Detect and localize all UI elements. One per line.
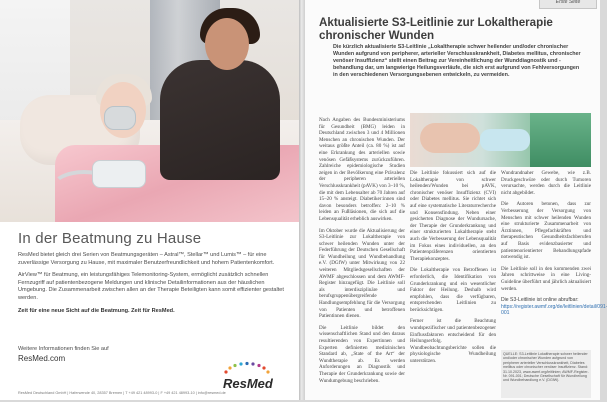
advertisement-page [0, 0, 299, 400]
ad-footer: ResMed Deutschland GmbH | Haferwende 40, 28357 Bremen | T +49 421 48993-0 | F +49 421 48993-10 | info@resmed.de [18, 391, 226, 395]
paragraph: Die Autoren betonen, dass zur Verbesserung der Versorgung von Menschen mit schwer heilenden Wunden eine strukturierte Zusammenarbeit von Ärztinnen, Pflegefachkräften und therapeutischen Gesundheitsfachberufen auf Basis evidenzbasierter und patientenorientierter Behandlungspfade notwendig ist. [501, 201, 591, 261]
paragraph: Im Oktober wurde die Aktualisierung der S3-Leitlinie zur Lokaltherapie von schwer heilenden Wunden unter der Federführung der Deutschen Gesellschaft für Wundheilung und Wundbehandlung e.V. (DGfW) unter Mitwirkung von 22 weiteren Mitgliedsgesellschaften der AWMF abgeschlossen und dem AWMF-Register hinzugefügt. Die Leitlinie soll als interdisziplinäre und berufsgruppenübergreifende Handlungsempfehlung für die Versorgung von Patienten und betroffenen Patientinnen dienen. [319, 227, 405, 320]
ad-paragraph: AirView™ für Beatmung, ein leistungsfähiges Telemonitoring-System, ermöglicht zusätzlich schnellen Fernzugriff auf patientenbezogene Meldungen und klinische Detailinformationen aus der häuslichen Umgebung. Die Zusammenarbeit zwischen allen an der Therapie Beteiligten kann somit effizienter gestaltet werden. [18, 272, 284, 301]
citation-box: QUELLE: S3-Leitlinie Lokaltherapie schwer heilender und/oder chronischer Wunden aufgrund von peripherer arterieller Verschlusskrankheit, Diabetes mellitus oder chronischer venöser Insuffizienz. Stand: 31.10.2023, www.awmf.org/leitlinien; AWMF-Register-Nr. 091-001; Deutsche Gesellschaft für Wundheilung und Wundbehandlung e.V. (DGfW). [501, 350, 591, 398]
ventilator-device [92, 160, 146, 188]
link-label: Die S3-Leitlinie ist online abrufbar: [501, 297, 579, 304]
paragraph: Wundrandnaher Gewebe, wie z.B. Druckgeschwüre oder durch Tumoren verursachte, werden durch die Leitlinie nicht abgebildet. [501, 170, 591, 196]
ad-headline: In der Beatmung zu Hause [18, 230, 202, 247]
ventilation-mask [104, 106, 136, 130]
article-column-1 [319, 117, 405, 402]
article-column-2 [410, 170, 496, 402]
link-block [501, 297, 607, 317]
logo-wordmark: ResMed [223, 376, 273, 391]
article-title: Aktualisierte S3-Leitlinie zur Lokaltherapie chronischer Wunden [319, 16, 553, 42]
ad-paragraph: ResMed bietet gleich drei Serien von Beatmungsgeräten – Astral™, Stellar™ und Lumis™ – für eine zuverlässige Versorgung zu Hause, mit maximaler Benutzerfreundlichkeit und hohem Patientenkomfort. [18, 252, 275, 266]
caregiver-head [205, 18, 249, 70]
surgical-drape [530, 113, 591, 167]
ad-body [18, 252, 290, 320]
ad-more-info [18, 346, 218, 364]
paragraph: Ferner ist die Beachtung wundspezifischer und patientenbezogener Einflussfaktoren entscheidend für den Heilungserfolg. Wundbeobachtungsberichte sollen die physiologische Wundheilung unterstützen. [410, 318, 496, 365]
paragraph: Die Leitlinie bildet den wissenschaftlichen Stand und den daraus resultierenden von Expertinnen und Experten definierten medizinischen Standard ab, „State of the Art“ der Wundtherapie ab. Es werden Anforderungen an Diagnostik und Therapie der Grunderkrankung sowie der Wundumgebung beschrieben. [319, 324, 405, 384]
paragraph: Nach Angaben des Bundesministeriums für Gesundheit (BMG) leiden in Deutschland zwischen 3 und 4 Millionen Menschen an chronischen Wunden. Der weitaus größte Anteil (ca. 80 %) ist auf eine Erkrankung des arteriellen sowie venösen Gefäßsystems zurückzuführen. Zahlreiche epidemiologische Studien zeigen in der Bevölkerung eine Prävalenz der peripheren arteriellen Verschlusskrankheit (pAVK) von 3–10 %, die mit dem Lebensalter ab 70 Jahren auf 15–20 % ansteigt. Diabetiker:innen sind davon besonders betroffen: 2–10 % leiden an Fußläsionen, die sich auf die Lebensqualität erheblich auswirken. [319, 117, 405, 222]
ad-more-label: Weitere Informationen finden Sie auf [18, 346, 109, 352]
section-tab: Erste Seite [539, 0, 597, 9]
ad-photo [0, 0, 299, 222]
guideline-link[interactable]: https://register.awmf.org/de/leitlinien/detail/091-001 [501, 303, 607, 317]
article-photo [410, 113, 591, 167]
article-page [305, 0, 607, 400]
paragraph: Die Lokaltherapie von Betroffenen ist erforderlich, die Identifikation von Grunderkrankung und ein wesentlicher Faktor der Heilung. Deshalb wird empfohlen, dass die verfügbaren, entsprechenden Leitlinien zu berücksichtigen. [410, 267, 496, 313]
patient-skin [420, 123, 480, 153]
paragraph: Die Leitlinie soll in den kommenden zwei Jahren schrittweise in eine Living-Guideline überführt und jährlich aktualisiert werden. [501, 265, 591, 292]
ad-tagline: Zeit für eine neue Sicht auf die Beatmung. Zeit für ResMed. [18, 307, 175, 314]
glove [480, 129, 530, 151]
article-lead: Die kürzlich aktualisierte S3-Leitlinie „Lokaltherapie schwer heilender und/oder chronischer Wunden aufgrund von peripherer, arterieller Verschlusskrankheit, Diabetes mellitus, chronischer venöser Insuffizienz“ stellt einen Beitrag zur Vereinheitlichung der Wunddiagnostik und -behandlung dar, um langwierige Heilungsverläufe, die sich erst aufgrund von Fehlversorgungen in den verschiedenen Versorgungsebenen entwickeln, zu vermeiden. [333, 44, 581, 78]
caregiver-body [160, 60, 280, 180]
ad-url-link[interactable]: ResMed.com [18, 353, 66, 363]
paragraph: Die Leitlinie fokussiert sich auf die Lokaltherapie von schwer heilenden/Wunden bei pAVK, chronischer venöser Insuffizienz (CVI) oder Diabetes mellitus. Sie richtet sich auf eine systematische Literaturrecherche und Konsensfindung. Neben einer gesicherten Diagnose der Wundursache, der Therapie der Grunderkrankung und einer strukturierten Lokaltherapie steht auch die Verbesserung der Lebensqualität im Fokus eines individuellen, an den Patientenpräferenzen orientierten Therapiekonzeptes. [410, 170, 496, 262]
